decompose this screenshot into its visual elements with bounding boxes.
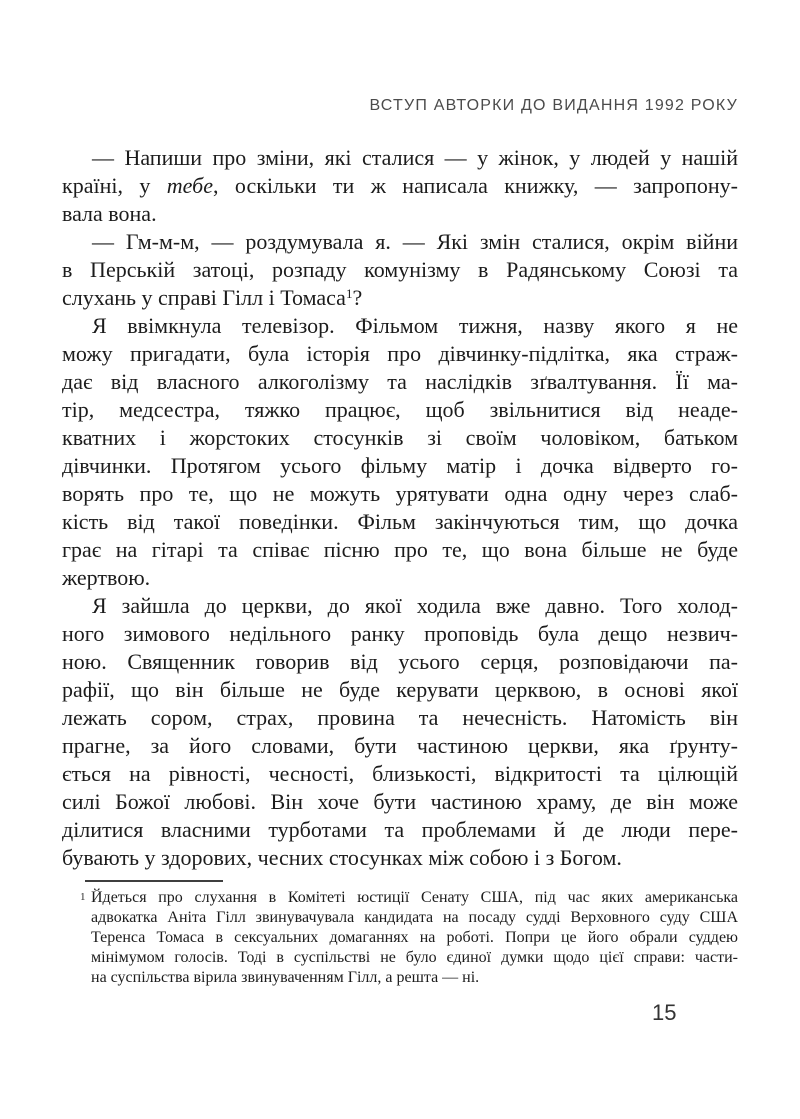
footnote-line: на суспільства вірила звинуваченням Гілл, а решта — ні. <box>91 969 480 986</box>
text-segment: , оскільки ти ж написала книжку, — запропону- <box>212 173 738 198</box>
paragraph-1 <box>62 144 738 228</box>
footnote-line: Теренса Томаса в сексуальних домаганнях на роботі. Попри це його обрали суддею <box>91 929 738 946</box>
text-line: кість від такої поведінки. Фільм закінчуються тим, що дочка <box>62 509 738 534</box>
text-line: прагне, за його словами, бути частиною церкви, яка ґрунту- <box>62 733 738 758</box>
text-line <box>62 284 738 312</box>
text-line: ворять про те, що не можуть урятувати одна одну через слаб- <box>62 481 738 506</box>
paragraph-2 <box>62 228 738 312</box>
body-text <box>62 144 738 872</box>
emphasized-word: тебе <box>166 173 213 198</box>
text-line: кватних і жорстоких стосунків зі своїм чоловіком, батьком <box>62 425 738 450</box>
text-line: Я зайшла до церкви, до якої ходила вже давно. Того холод- <box>92 593 738 618</box>
footnote <box>91 888 738 988</box>
footnote-reference: 1 <box>345 286 353 301</box>
text-line: силі Божої любові. Він хоче бути частиною храму, де він може <box>62 789 738 814</box>
text-segment: слухань у справі Гілл і Томаса <box>62 285 346 310</box>
text-line: бувають у здорових, чесних стосунках між собою і з Богом. <box>62 845 622 870</box>
text-line: — Гм-м-м, — роздумувала я. — Які змін сталися, окрім війни <box>92 229 738 254</box>
footnote-line: мінімумом голосів. Тоді в суспільстві не було єдиної думки щодо цієї справи: части- <box>91 949 738 966</box>
text-line: рафії, що він більше не буде керувати церквою, в основі якої <box>62 677 738 702</box>
text-segment: ? <box>352 285 363 310</box>
footnote-marker: 1 <box>80 891 86 903</box>
text-line: дівчинки. Протягом усього фільму матір і дочка відверто го- <box>62 453 738 478</box>
text-line: дає від власного алкоголізму та наслідків зґвалтування. Її ма- <box>62 369 738 394</box>
text-line: ною. Священник говорив від усього серця, розповідаючи па- <box>62 649 738 674</box>
text-line: ється на рівності, чесності, близькості, відкритості та цілющій <box>62 761 738 786</box>
text-line: ного зимового недільного ранку проповідь була дещо незвич- <box>62 621 738 646</box>
text-line: ділитися власними турботами та проблемами й де люди пере- <box>62 817 738 842</box>
text-line: жертвою. <box>62 565 151 590</box>
text-line: грає на гітарі та співає пісню про те, що вона більше не буде <box>62 537 738 562</box>
text-line: лежать сором, страх, провина та нечесність. Натомість він <box>62 705 738 730</box>
text-line: можу пригадати, була історія про дівчинку-підлітка, яка страж- <box>62 341 738 366</box>
text-line <box>62 172 738 200</box>
paragraph-3 <box>62 312 738 592</box>
footnote-divider <box>85 880 223 882</box>
footnote-line: Йдеться про слухання в Комітеті юстиції Сенату США, під час яких американська <box>91 889 738 906</box>
text-line: в Перській затоці, розпаду комунізму в Радянському Союзі та <box>62 257 738 282</box>
paragraph-4 <box>62 592 738 872</box>
text-line: — Напиши про зміни, які сталися — у жінок, у людей у нашій <box>92 145 738 170</box>
text-segment: країні, у <box>62 173 167 198</box>
text-line: вала вона. <box>62 201 157 226</box>
text-line: тір, медсестра, тяжко працює, щоб звільнитися від неаде- <box>62 397 738 422</box>
footnote-line: адвокатка Аніта Гілл звинувачувала кандидата на посаду судді Верховного суду США <box>91 909 738 926</box>
text-line: Я ввімкнула телевізор. Фільмом тижня, назву якого я не <box>92 313 738 338</box>
page-number: 15 <box>652 1000 677 1025</box>
running-header: ВСТУП АВТОРКИ ДО ВИДАННЯ 1992 РОКУ <box>369 97 738 114</box>
